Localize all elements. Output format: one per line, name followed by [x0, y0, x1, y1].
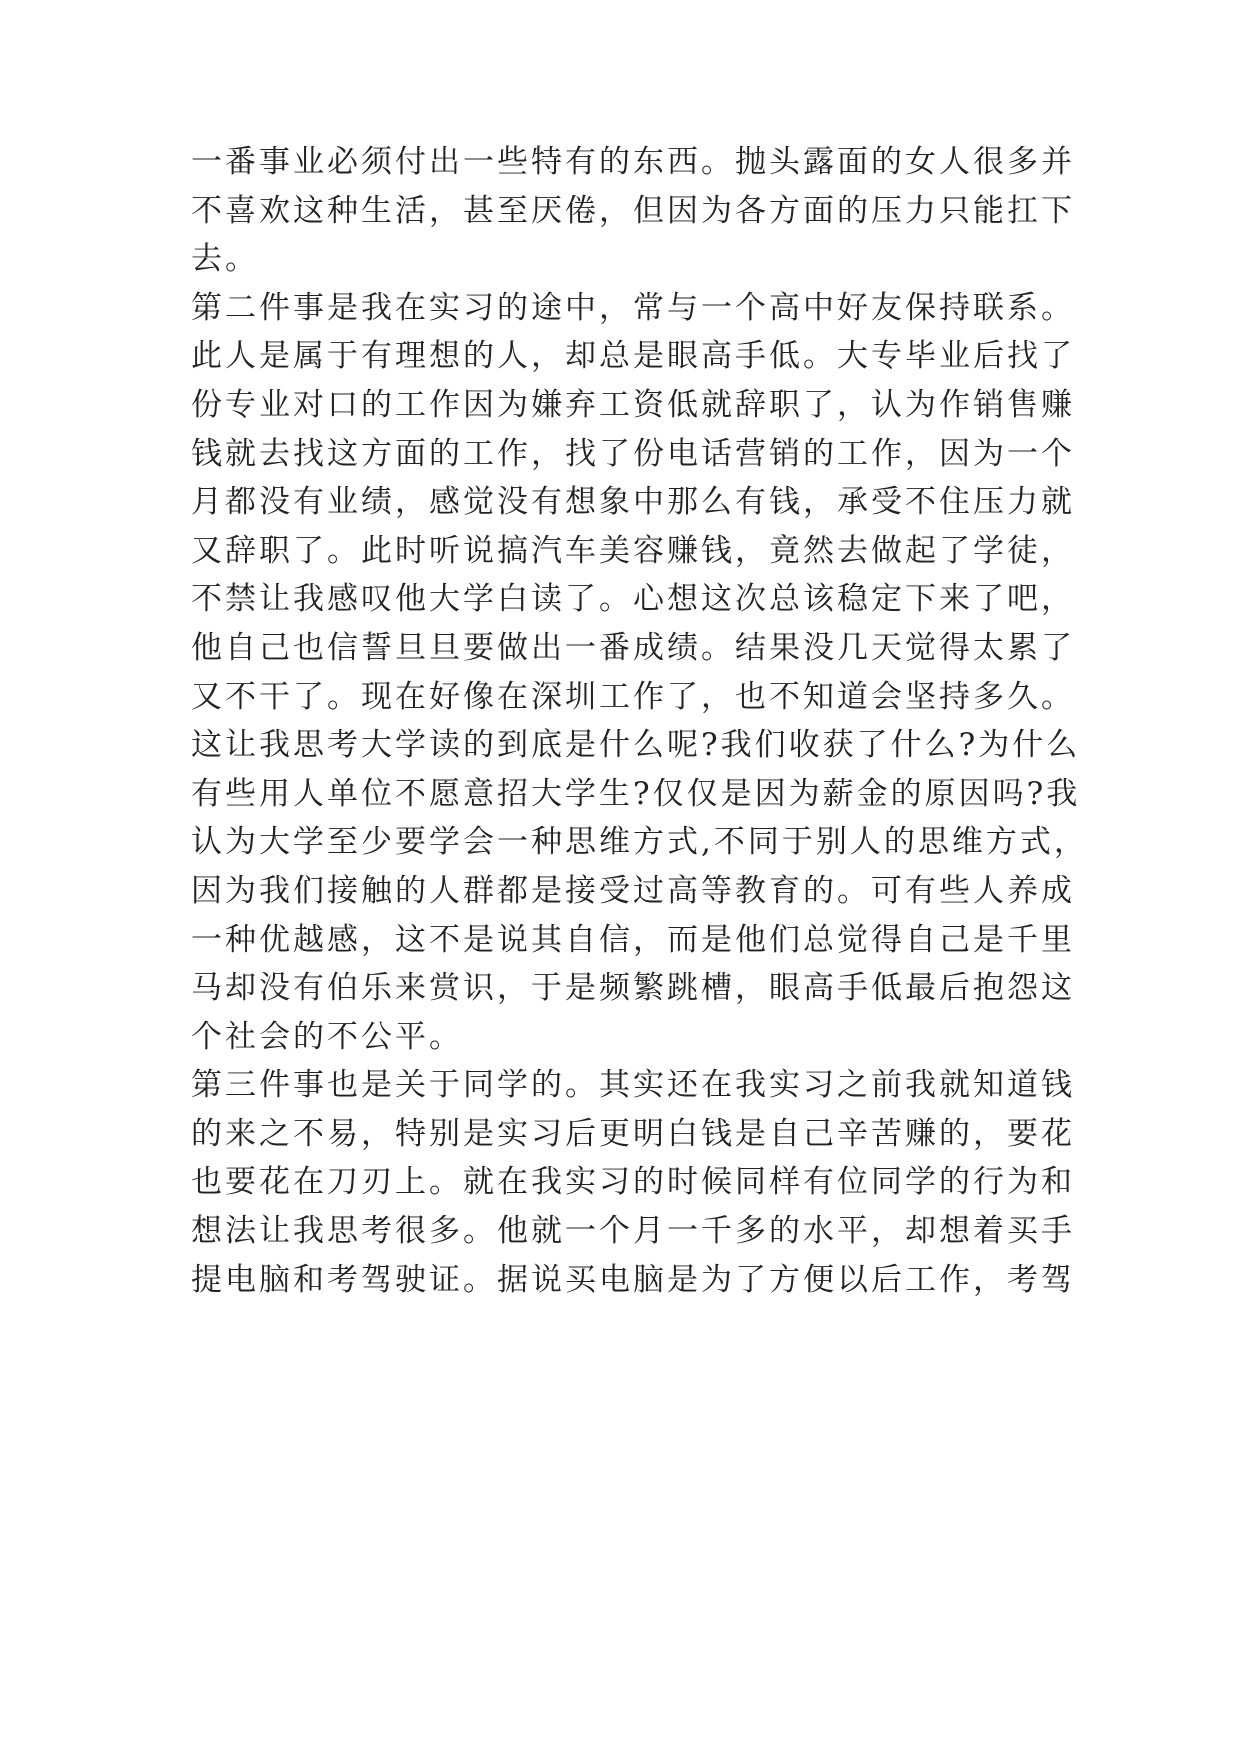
text-line: 月都没有业绩，感觉没有想象中那么有钱，承受不住压力就	[191, 484, 1075, 521]
text-line: 他自己也信誓旦旦要做出一番成绩。结果没几天觉得太累了	[191, 629, 1075, 666]
text-line: 有些用人单位不愿意招大学生?仅仅是因为薪金的原因吗?我	[191, 775, 1081, 812]
text-line: 也要花在刀刃上。就在我实习的时候同样有位同学的行为和	[191, 1164, 1075, 1201]
text-line: 钱就去找这方面的工作，找了份电话营销的工作，因为一个	[191, 435, 1075, 472]
text-line: 不喜欢这种生活，甚至厌倦，但因为各方面的压力只能扛下	[191, 192, 1075, 229]
text-line: 第三件事也是关于同学的。其实还在我实习之前我就知道钱	[191, 1067, 1075, 1104]
text-line: 提电脑和考驾驶证。据说买电脑是为了方便以后工作，考驾	[191, 1261, 1075, 1298]
text-line: 此人是属于有理想的人，却总是眼高手低。大专毕业后找了	[191, 338, 1075, 375]
text-line: 这让我思考大学读的到底是什么呢?我们收获了什么?为什么	[191, 727, 1081, 764]
text-line: 又不干了。现在好像在深圳工作了，也不知道会坚持多久。	[191, 678, 1075, 715]
text-line: 又辞职了。此时听说搞汽车美容赚钱，竟然去做起了学徒，	[191, 532, 1075, 569]
text-line: 的来之不易，特别是实习后更明白钱是自己辛苦赚的，要花	[191, 1115, 1075, 1152]
text-line: 认为大学至少要学会一种思维方式,不同于别人的思维方式，	[191, 824, 1088, 861]
text-line: 去。	[191, 241, 259, 278]
text-line: 因为我们接触的人群都是接受过高等教育的。可有些人养成	[191, 872, 1075, 909]
text-line: 一种优越感，这不是说其自信，而是他们总觉得自己是千里	[191, 921, 1075, 958]
text-line: 马却没有伯乐来赏识，于是频繁跳槽，眼高手低最后抱怨这	[191, 970, 1075, 1007]
text-line: 第二件事是我在实习的途中，常与一个高中好友保持联系。	[191, 289, 1075, 326]
text-line: 不禁让我感叹他大学白读了。心想这次总该稳定下来了吧，	[191, 581, 1075, 618]
text-line: 一番事业必须付出一些特有的东西。抛头露面的女人很多并	[191, 144, 1075, 180]
body-text	[191, 138, 1088, 1304]
text-line: 份专业对口的工作因为嫌弃工资低就辞职了，认为作销售赚	[191, 386, 1075, 423]
text-line: 想法让我思考很多。他就一个月一千多的水平，却想着买手	[191, 1213, 1075, 1250]
text-line: 个社会的不公平。	[191, 1018, 463, 1055]
